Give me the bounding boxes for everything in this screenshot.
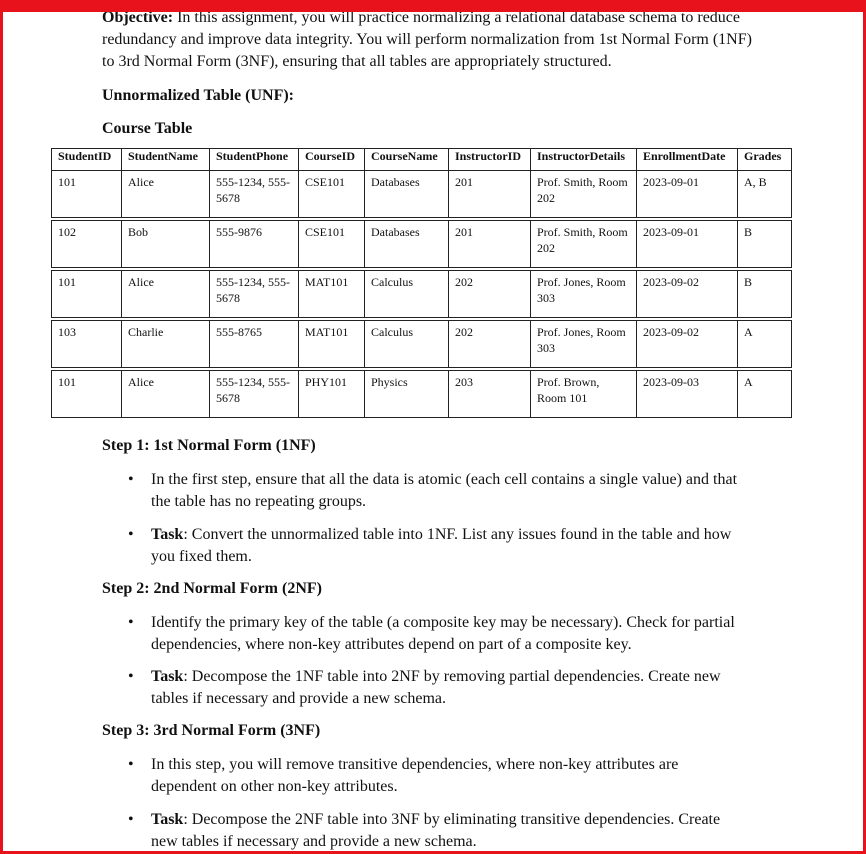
header-cell: EnrollmentDate	[637, 149, 738, 171]
table-cell: 101	[52, 171, 122, 218]
step-2-title: Step 2: 2nd Normal Form (2NF)	[102, 580, 322, 597]
table-cell: 555-1234, 555-5678	[210, 271, 299, 318]
table-cell: Physics	[365, 371, 449, 418]
table-cell: Prof. Brown, Room 101	[531, 371, 637, 418]
table-row	[52, 271, 792, 318]
step-3-title: Step 3: 3rd Normal Form (3NF)	[102, 722, 321, 739]
bullet-text	[151, 809, 741, 853]
table-cell: A, B	[738, 171, 792, 218]
objective-text: In this assignment, you will practice normalizing a relational database schema to reduce redundancy and improve data integrity. You will perform normalization from 1st Normal Form (1NF) to 3rd Normal Form (3NF), ensuring that all tables are appropriately structured.	[102, 9, 752, 70]
bullet-icon: •	[128, 756, 134, 773]
header-cell: Grades	[738, 149, 792, 171]
table-cell: Prof. Jones, Room 303	[531, 271, 637, 318]
course-table	[51, 148, 792, 418]
table-cell: 2023-09-02	[637, 271, 738, 318]
table-row	[52, 221, 792, 268]
table-cell: Databases	[365, 171, 449, 218]
table-cell: 555-8765	[210, 321, 299, 368]
bullet-text: In the first step, ensure that all the data is atomic (each cell contains a single value) and that the table has no repeating groups.	[151, 471, 738, 510]
step-1-title: Step 1: 1st Normal Form (1NF)	[102, 437, 316, 454]
table-cell: 101	[52, 371, 122, 418]
bullet-icon: •	[128, 526, 134, 543]
table-cell: B	[738, 221, 792, 268]
objective-label: Objective:	[102, 9, 174, 26]
table-cell: MAT101	[299, 271, 365, 318]
header-cell: StudentName	[122, 149, 210, 171]
table-row	[52, 171, 792, 218]
task-label: Task	[151, 526, 184, 543]
header-cell: InstructorID	[449, 149, 531, 171]
table-row	[52, 371, 792, 418]
task-text: : Decompose the 2NF table into 3NF by eliminating transitive dependencies. Create new tables if necessary and provide a new schema.	[151, 811, 721, 850]
table-cell: Prof. Smith, Room 202	[531, 171, 637, 218]
task-text: : Convert the unnormalized table into 1NF. List any issues found in the table and how you fixed them.	[151, 526, 732, 565]
table-cell: Prof. Jones, Room 303	[531, 321, 637, 368]
bullet-text	[151, 666, 741, 710]
header-cell: CourseName	[365, 149, 449, 171]
table-cell: 201	[449, 221, 531, 268]
bullet-icon: •	[128, 614, 134, 631]
table-cell: Databases	[365, 221, 449, 268]
task-label: Task	[151, 811, 184, 828]
table-cell: 202	[449, 271, 531, 318]
table-cell: MAT101	[299, 321, 365, 368]
table-cell: CSE101	[299, 221, 365, 268]
table-cell: 2023-09-01	[637, 221, 738, 268]
table-cell: Charlie	[122, 321, 210, 368]
unf-heading: Unnormalized Table (UNF):	[102, 87, 294, 104]
table-cell: Prof. Smith, Room 202	[531, 221, 637, 268]
table-header-row	[52, 149, 792, 171]
header-cell: StudentID	[52, 149, 122, 171]
table-row	[52, 321, 792, 368]
table-cell: B	[738, 271, 792, 318]
table-cell: A	[738, 371, 792, 418]
table-cell: Alice	[122, 371, 210, 418]
header-cell: StudentPhone	[210, 149, 299, 171]
table-cell: 2023-09-01	[637, 171, 738, 218]
task-text: : Decompose the 1NF table into 2NF by removing partial dependencies. Create new tables if necessary and provide a new schema.	[151, 668, 721, 707]
table-cell: 555-9876	[210, 221, 299, 268]
task-label: Task	[151, 668, 184, 685]
bullet-icon: •	[128, 811, 134, 828]
table-cell: A	[738, 321, 792, 368]
table-cell: 201	[449, 171, 531, 218]
table-cell: 555-1234, 555-5678	[210, 171, 299, 218]
objective-paragraph	[102, 7, 762, 73]
table-cell: 202	[449, 321, 531, 368]
bullet-icon: •	[128, 668, 134, 685]
table-cell: CSE101	[299, 171, 365, 218]
table-title: Course Table	[102, 120, 193, 137]
bullet-text: Identify the primary key of the table (a composite key may be necessary). Check for partial dependencies, where non-key attributes depend on part of a composite key.	[151, 614, 735, 653]
table-cell: 103	[52, 321, 122, 368]
table-cell: 101	[52, 271, 122, 318]
table-cell: 2023-09-02	[637, 321, 738, 368]
bullet-text	[151, 524, 741, 568]
table-cell: Bob	[122, 221, 210, 268]
header-cell: CourseID	[299, 149, 365, 171]
table-cell: Alice	[122, 171, 210, 218]
bullet-text: In this step, you will remove transitive dependencies, where non-key attributes are dependent on other non-key attributes.	[151, 756, 679, 795]
table-cell: 203	[449, 371, 531, 418]
table-cell: 555-1234, 555-5678	[210, 371, 299, 418]
table-cell: 102	[52, 221, 122, 268]
table-cell: 2023-09-03	[637, 371, 738, 418]
bullet-icon: •	[128, 471, 134, 488]
header-cell: InstructorDetails	[531, 149, 637, 171]
table-cell: Calculus	[365, 321, 449, 368]
table-cell: Alice	[122, 271, 210, 318]
table-cell: PHY101	[299, 371, 365, 418]
table-cell: Calculus	[365, 271, 449, 318]
